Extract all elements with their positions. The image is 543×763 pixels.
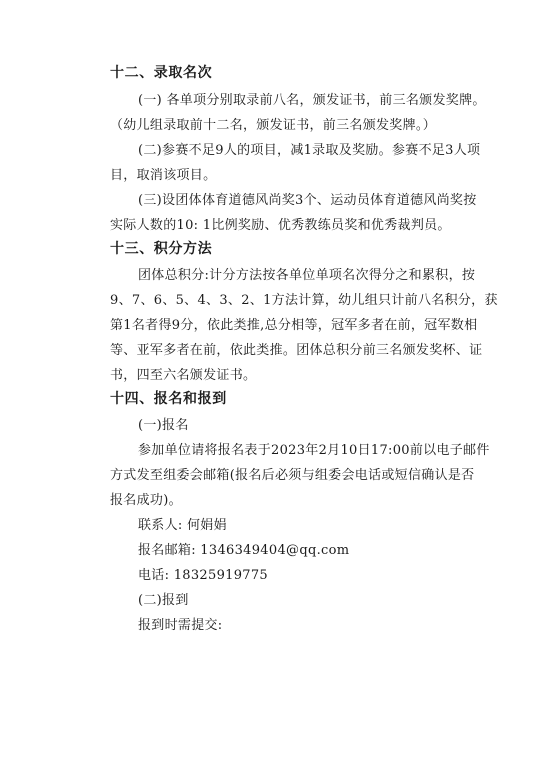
paragraph-line: 等、亚军多者在前，依此类推。团体总积分前三名颁发奖杯、证 [110, 343, 483, 358]
contact-phone: 电话: 18325919775 [138, 568, 268, 583]
contact-email: 报名邮箱: 1346349404@qq.com [138, 543, 350, 558]
paragraph-line: (二)参赛不足9人的项目，减1录取及奖励。参赛不足3人项 [138, 143, 481, 158]
paragraph-line: 团体总积分:计分方法按各单位单项名次得分之和累积，按 [138, 268, 476, 283]
contact-person: 联系人: 何娟娟 [138, 518, 227, 533]
section-heading-12: 十二、录取名次 [110, 65, 213, 81]
paragraph-line: 第1名者得9分，依此类推,总分相等，冠军多者在前，冠军数相 [110, 318, 478, 333]
paragraph-line: 方式发至组委会邮箱(报名后必须与组委会电话或短信确认是否 [110, 468, 475, 483]
paragraph-line: 参加单位请将报名表于2023年2月10日17:00前以电子邮件 [138, 443, 490, 458]
paragraph-line: (一) 各单项分别取录前八名，颁发证书，前三名颁发奖牌。 [138, 93, 486, 108]
paragraph-line: 书，四至六名颁发证书。 [110, 368, 257, 383]
paragraph-line: (三)设团体体育道德风尚奖3个、运动员体育道德风尚奖按 [138, 193, 477, 208]
paragraph-line: 目，取消该项目。 [110, 168, 217, 183]
paragraph-line: 报到时需提交: [138, 618, 223, 633]
subsection-label: (二)报到 [138, 593, 189, 608]
paragraph-line: 报名成功)。 [110, 493, 182, 508]
paragraph-line: 9、7、6、5、4、3、2、1方法计算，幼儿组只计前八名积分，获 [110, 293, 498, 308]
subsection-label: (一)报名 [138, 418, 189, 433]
paragraph-line: 实际人数的10: 1比例奖励、优秀教练员奖和优秀裁判员。 [110, 218, 451, 233]
paragraph-line: （幼儿组录取前十二名，颁发证书，前三名颁发奖牌。） [110, 118, 437, 133]
section-heading-14: 十四、报名和报到 [110, 391, 227, 407]
section-heading-13: 十三、积分方法 [110, 241, 213, 257]
